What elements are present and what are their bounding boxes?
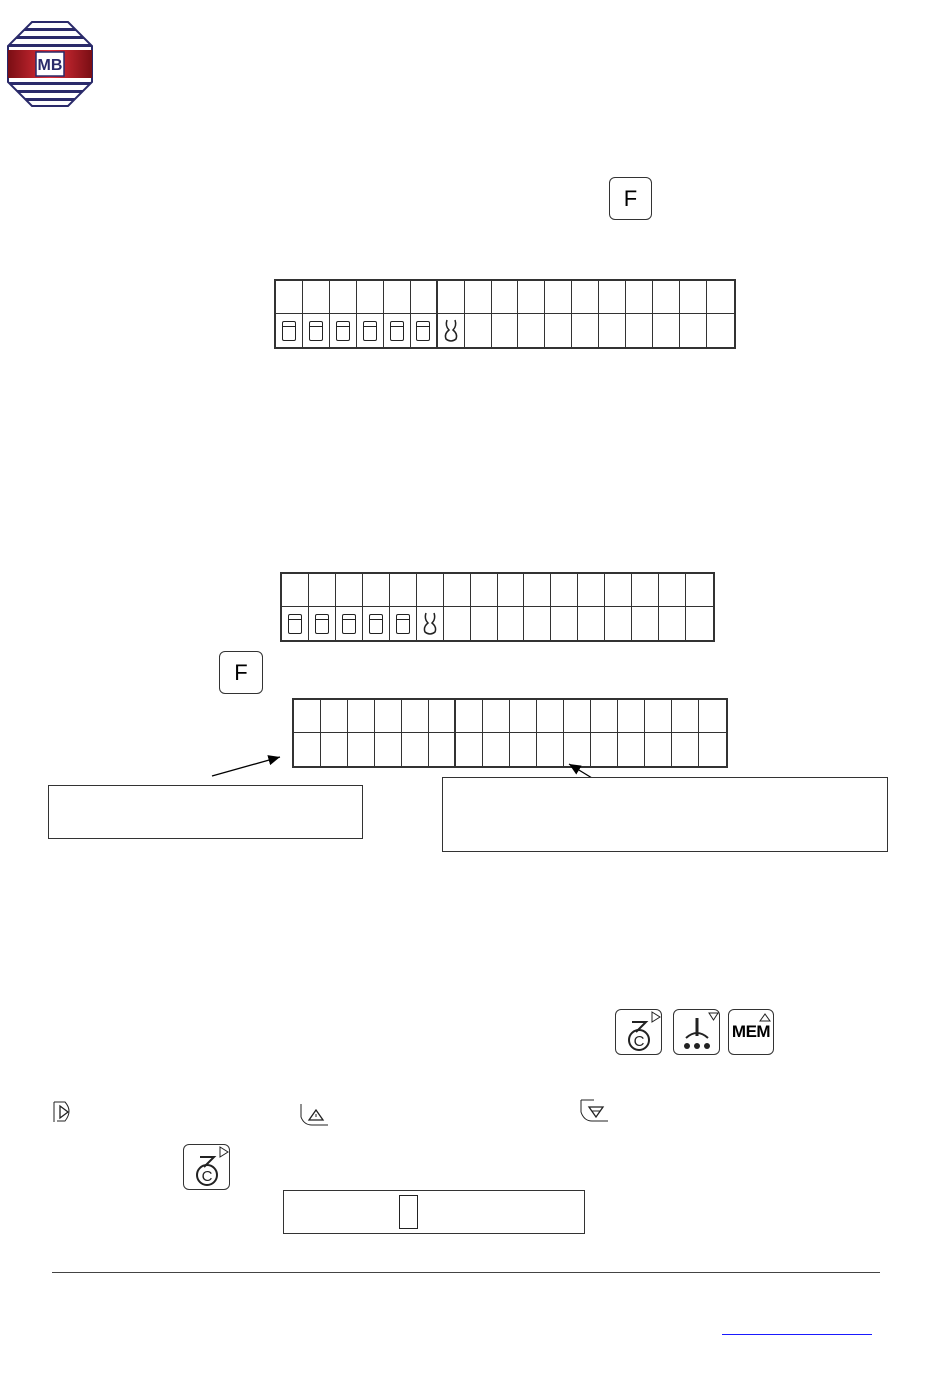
mem-key[interactable] xyxy=(728,1009,774,1055)
arrow-left xyxy=(212,757,280,776)
footer-divider xyxy=(52,1272,880,1273)
play-triangle-icon xyxy=(53,1101,75,1123)
logo-text: MB xyxy=(37,57,63,74)
single-digit-display xyxy=(283,1190,585,1234)
up-triangle-icon-inline xyxy=(300,1103,330,1127)
weight-c-icon xyxy=(616,1010,663,1056)
weight-c-letter: C xyxy=(201,1168,213,1185)
weight-c-icon xyxy=(184,1145,231,1191)
weight-c-key[interactable] xyxy=(615,1009,662,1055)
arrow-right xyxy=(569,764,592,778)
distribution-icon xyxy=(674,1010,721,1056)
callout-box-left xyxy=(48,785,363,839)
f-key-label: F xyxy=(623,185,638,211)
callout-box-right xyxy=(442,777,888,852)
weight-c-letter: C xyxy=(633,1033,645,1050)
f-key-label: F xyxy=(234,659,248,685)
display-cursor xyxy=(399,1195,418,1229)
up-triangle-icon xyxy=(759,1012,771,1022)
down-triangle-icon-inline xyxy=(580,1098,610,1124)
mem-key-label: MEM xyxy=(731,1022,771,1041)
distribution-key[interactable] xyxy=(673,1009,720,1055)
weight-c-key-lower[interactable] xyxy=(183,1144,230,1190)
footer-link-underline[interactable] xyxy=(722,1334,872,1335)
